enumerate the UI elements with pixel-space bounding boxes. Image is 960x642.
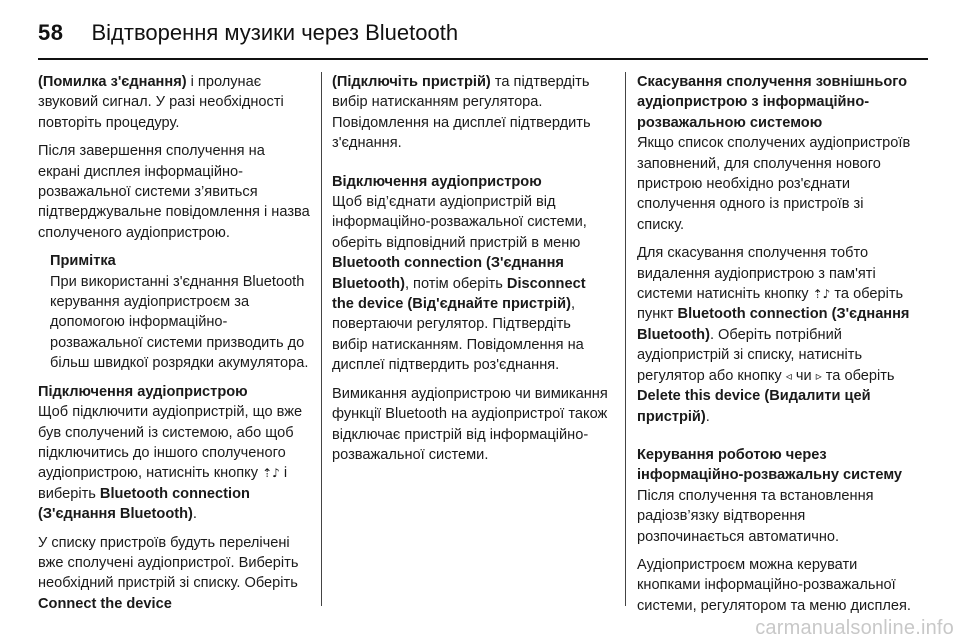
text: . Оберіть потрібний аудіопристрій зі списку, натисніть регулятор або кнопку (637, 326, 863, 384)
bold-text: (Підключіть пристрій) (332, 74, 491, 90)
bold-text: Bluetooth connection (З'єднання Bluetooth) (332, 255, 564, 292)
text: У списку пристроїв будуть перелічені вже сполучені аудіопристрої. Виберіть необхідний пристрій зі списку. Оберіть (38, 534, 299, 592)
watermark: carmanualsonline.info (755, 617, 954, 639)
text: чи (791, 367, 816, 384)
bold-text: Bluetooth connection (З'єднання Bluetooth) (637, 306, 910, 343)
text: та підтвердіть вибір натисканням регулятора. Повідомлення на дисплеї підтвердить з'єднання. (332, 74, 591, 152)
right-arrow-icon: ▹ (815, 368, 822, 383)
text: , повертаючи регулятор. Підтвердіть вибір натисканням. Повідомлення на дисплеї підтвердить роз'єднання. (332, 296, 584, 374)
note-block (38, 251, 310, 373)
column-1 (38, 72, 310, 622)
bold-text: Delete this device (Видалити цей пристрій) (637, 388, 871, 425)
text: , потім оберіть (404, 275, 507, 292)
bold-text: Connect the device (38, 595, 172, 612)
text: Щоб від’єднати аудіопристрій від інформаційно-розважальної системи, оберіть відповідний пристрій в меню (332, 194, 587, 251)
text: і виберіть (38, 465, 288, 502)
section-heading-cancel: Скасування сполучення зовнішнього аудіопристрою з інформаційно-розважальною системою (637, 74, 908, 131)
paragraph: Аудіопристроєм можна керувати кнопками інформаційно-розважальної системи, регулятором та меню дисплея. (637, 556, 911, 614)
text: . (705, 408, 710, 425)
bold-text: Bluetooth connection (З'єднання Bluetooth) (38, 485, 250, 523)
column-2 (332, 72, 610, 473)
paragraph (637, 243, 913, 427)
paragraph: Після завершення сполучення на екрані дисплея інформаційно-розважальної системи з’явиться підтверджувальне повідомлення і назва сполученого аудіопристрою. (38, 143, 310, 241)
bluetooth-music-icon: ⇡♪ (262, 466, 280, 481)
text: та оберіть (821, 367, 895, 384)
paragraph: Після сполучення та встановлення радіозв’язку відтворення розпочинається автоматично. (637, 487, 874, 545)
note-title: Примітка (50, 253, 116, 270)
page-header (38, 14, 928, 52)
bold-text: Disconnect the device (Від'єднайте пристрій) (332, 275, 586, 313)
header-rule (38, 58, 928, 60)
bluetooth-music-icon: ⇡♪ (812, 287, 831, 302)
note-text: При використанні з'єднання Bluetooth керування аудіопристроєм за допомогою інформаційно-розважальної системи призводить до більш швидкої розрядки акумулятора. (50, 273, 309, 372)
paragraph (332, 72, 610, 154)
text: та оберіть пункт (637, 286, 904, 323)
column-divider-1 (321, 72, 322, 606)
text: Для скасування сполучення тобто видалення аудіопристрою з пам'яті системи натисніть кнопку (637, 245, 876, 303)
column-divider-2 (625, 72, 626, 606)
paragraph: Вимикання аудіопристрою чи вимикання функції Bluetooth на аудіопристрої також відключає пристрій від інформаційно-розважальної системи. (332, 385, 608, 463)
text: Щоб підключити аудіопристрій, що вже був сполучений із системою, або щоб підключитись до іншого сполученого аудіопристрою, натисніть кнопку (38, 404, 303, 482)
paragraph (38, 533, 310, 615)
column-3 (637, 72, 913, 624)
paragraph: Якщо список сполучених аудіопристроїв заповнений, для сполучення нового пристрою необхідно роз'єднати сполучення одного із пристроїв зі списку. (637, 135, 911, 233)
section-heading-control: Керування роботою через інформаційно-розважальну систему (637, 446, 903, 484)
section-heading-connect: Підключення аудіопристрою (38, 383, 248, 400)
page-title: Відтворення музики через Bluetooth (91, 20, 459, 45)
paragraph (38, 72, 310, 133)
left-arrow-icon: ◃ (785, 368, 792, 383)
paragraph (332, 192, 610, 376)
text: . (192, 506, 197, 523)
section-heading-disconnect: Відключення аудіопристрою (332, 173, 542, 190)
bold-text: (Помилка з'єднання) (38, 74, 187, 90)
text: і пролунає звуковий сигнал. У разі необхідності повторіть процедуру. (38, 74, 284, 131)
page-number: 58 (38, 20, 64, 45)
paragraph (38, 402, 310, 524)
